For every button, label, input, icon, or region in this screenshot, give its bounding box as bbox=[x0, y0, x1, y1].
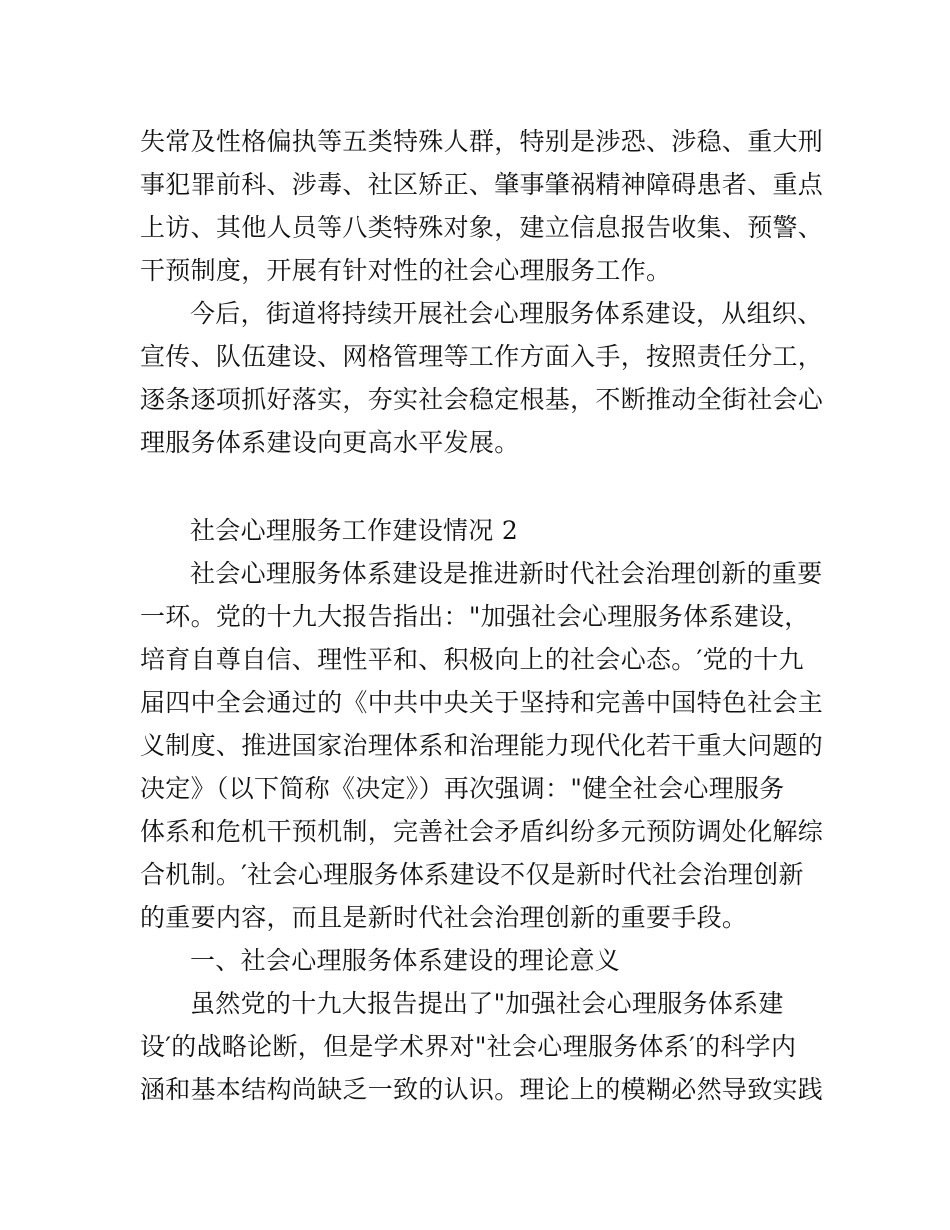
body-text-line: 涵和基本结构尚缺乏一致的认识。理论上的模糊必然导致实践 bbox=[140, 1075, 824, 1104]
body-text-line: 失常及性格偏执等五类特殊人群，特别是涉恐、涉稳、重大刑 bbox=[140, 127, 824, 156]
body-text-line: 培育自尊自信、理性平和、积极向上的社会心态。′党的十九 bbox=[140, 645, 804, 674]
body-text-line: 干预制度，开展有针对性的社会心理服务工作。 bbox=[140, 256, 672, 285]
section-title: 社会心理服务工作建设情况 2 bbox=[190, 516, 519, 545]
body-text-line: 届四中全会通过的《中共中央关于坚持和完善中国特色社会主 bbox=[140, 688, 824, 717]
body-text-line: 虽然党的十九大报告提出了"加强社会心理服务体系建 bbox=[190, 989, 784, 1018]
body-text-line: 合机制。′社会心理服务体系建设不仅是新时代社会治理创新 bbox=[140, 860, 804, 889]
body-text-line: 宣传、队伍建设、网格管理等工作方面入手，按照责任分工， bbox=[140, 342, 824, 371]
body-text-line: 上访、其他人员等八类特殊对象，建立信息报告收集、预警、 bbox=[140, 213, 824, 242]
body-text-line: 的重要内容，而且是新时代社会治理创新的重要手段。 bbox=[140, 903, 748, 932]
body-text-line: 事犯罪前科、涉毒、社区矫正、肇事肇祸精神障碍患者、重点 bbox=[140, 170, 824, 199]
body-text-line: 理服务体系建设向更高水平发展。 bbox=[140, 428, 520, 457]
body-text-line: 决定》（以下简称《决定》）再次强调："健全社会心理服务 bbox=[140, 774, 785, 803]
body-text-line: 体系和危机干预机制，完善社会矛盾纠纷多元预防调处化解综 bbox=[140, 817, 824, 846]
body-text-line: 义制度、推进国家治理体系和治理能力现代化若干重大问题的 bbox=[140, 731, 824, 760]
body-text-line: 今后，街道将持续开展社会心理服务体系建设，从组织、 bbox=[190, 299, 823, 328]
body-text-line: 逐条逐项抓好落实，夯实社会稳定根基，不断推动全街社会心 bbox=[140, 385, 824, 414]
section-heading: 一、社会心理服务体系建设的理论意义 bbox=[190, 946, 621, 975]
body-text-line: 一环。党的十九大报告指出："加强社会心理服务体系建设， bbox=[140, 602, 810, 631]
body-text-line: 社会心理服务体系建设是推进新时代社会治理创新的重要 bbox=[190, 559, 823, 588]
body-text-line: 设′的战略论断，但是学术界对"社会心理服务体系′的科学内 bbox=[140, 1032, 797, 1061]
